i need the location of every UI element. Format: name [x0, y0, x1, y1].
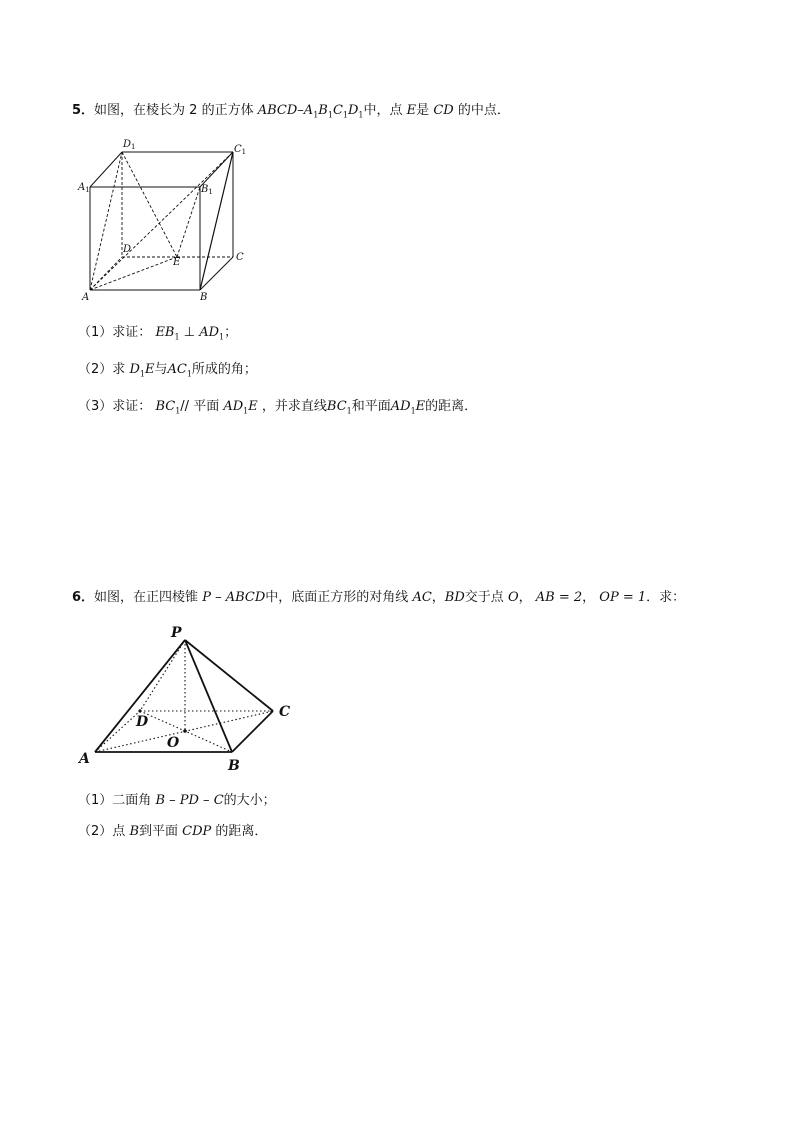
label-a: A [79, 751, 90, 767]
stem-text: 的中点． [457, 103, 510, 118]
question-5-2: （2）求 $D_1E$与$AC_1$所成的角； [78, 362, 257, 379]
label-c1: $C_1$ [234, 144, 247, 156]
label-d: D [136, 714, 149, 730]
label-e: E [173, 257, 181, 268]
label-b: B [228, 758, 240, 774]
question-6-2: （2）点 B到平面 CDP 的距离． [78, 824, 268, 839]
label-b: B [200, 292, 208, 303]
math-e: E [406, 103, 417, 118]
label-d1: $D_1$ [123, 139, 136, 151]
stem-text: 如图，在棱长为 2 的正方体 [94, 103, 254, 118]
label-a1: $A_1$ [78, 182, 90, 194]
stem-text: 是 [416, 103, 430, 118]
label-p: P [171, 625, 182, 641]
label-c: C [279, 704, 291, 720]
label-c: C [236, 252, 244, 263]
question-5-1: （1）求证： $EB_1$ ⊥ $AD_1$； [78, 325, 238, 342]
label-b1: $B_1$ [201, 184, 213, 196]
label-d: D [123, 244, 132, 255]
stem-text: 中，点 [363, 103, 403, 118]
math-cd: CD [433, 103, 454, 118]
label-o: O [167, 735, 180, 751]
problem-number: 6． [72, 590, 95, 605]
math-cube: ABCD–$A_1B_1C_1D_1$ [257, 103, 364, 120]
question-6-1: （1）二面角 B – PD – C的大小； [78, 793, 276, 808]
problem-6-stem: 6．如图，在正四棱锥 P – ABCD中，底面正方形的对角线 AC，BD交于点 O， AB = 2， OP = 1．求： [72, 590, 686, 605]
label-a: A [82, 292, 90, 303]
problem-number: 5． [72, 103, 95, 118]
question-5-3: （3）求证： $BC_1//$ 平面 $AD_1E$ ，并求直线$BC_1$和平面$AD_1E$的距离． [78, 399, 478, 416]
